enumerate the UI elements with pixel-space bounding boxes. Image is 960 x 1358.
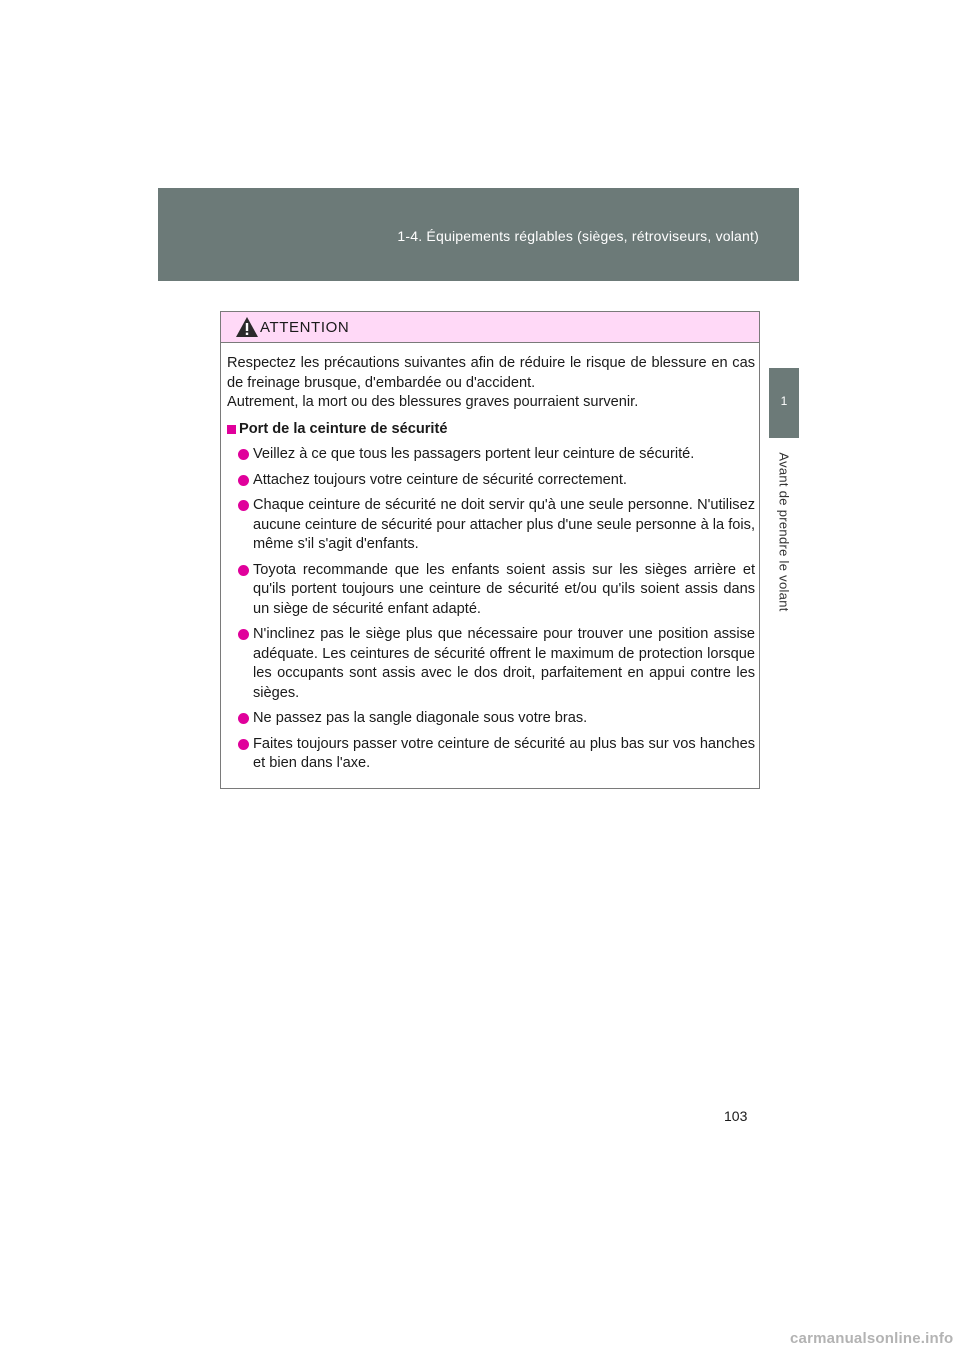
round-bullet-icon bbox=[238, 500, 249, 511]
list-item-text: Chaque ceinture de sécurité ne doit servir qu'à une seule personne. N'utilisez aucune ceinture de sécurité pour attacher plus d'une seule personne à la fois, même s'il s'agit d'enfants. bbox=[253, 497, 755, 552]
list-item-text: Ne passez pas la sangle diagonale sous votre bras. bbox=[253, 710, 588, 726]
round-bullet-icon bbox=[238, 565, 249, 576]
warning-box bbox=[220, 311, 760, 789]
list-item bbox=[227, 561, 755, 620]
watermark-link[interactable]: carmanualsonline.info bbox=[790, 1330, 954, 1347]
chapter-side-label: Avant de prendre le volant bbox=[776, 452, 792, 612]
chapter-title: 1-4. Équipements réglables (sièges, rétroviseurs, volant) bbox=[397, 228, 759, 244]
intro-line: Autrement, la mort ou des blessures graves pourraient survenir. bbox=[227, 394, 639, 410]
list-item bbox=[227, 735, 755, 774]
warning-title: ATTENTION bbox=[260, 319, 350, 336]
list-item-text: Faites toujours passer votre ceinture de sécurité au plus bas sur vos hanches et bien dans l'axe. bbox=[253, 735, 755, 771]
chapter-side-tab bbox=[769, 368, 799, 438]
list-item bbox=[227, 496, 755, 555]
warning-triangle-icon bbox=[235, 316, 259, 338]
square-bullet-icon bbox=[227, 425, 236, 434]
chapter-header-band bbox=[158, 188, 799, 281]
section-heading bbox=[227, 420, 755, 440]
list-item-text: N'inclinez pas le siège plus que nécessaire pour trouver une position assise adéquate. Les ceintures de sécurité offrent le maximum de protection lorsque les occupants sont assis avec le dos droit, parfaitement en appui contre les sièges. bbox=[253, 626, 755, 701]
round-bullet-icon bbox=[238, 475, 249, 486]
list-item-text: Veillez à ce que tous les passagers portent leur ceinture de sécurité. bbox=[253, 446, 695, 462]
chapter-number: 1 bbox=[780, 394, 788, 408]
round-bullet-icon bbox=[238, 449, 249, 460]
warning-header bbox=[221, 312, 759, 343]
list-item bbox=[227, 471, 755, 491]
list-item bbox=[227, 445, 755, 465]
intro-line: Respectez les précautions suivantes afin de réduire le risque de blessure en cas de freinage brusque, d'embardée ou d'accident. bbox=[227, 355, 755, 391]
round-bullet-icon bbox=[238, 713, 249, 724]
page-number: 103 bbox=[724, 1108, 748, 1124]
round-bullet-icon bbox=[238, 739, 249, 750]
warning-intro bbox=[227, 354, 755, 413]
list-item bbox=[227, 625, 755, 703]
warning-body bbox=[221, 343, 759, 774]
list-item-text: Attachez toujours votre ceinture de sécurité correctement. bbox=[253, 471, 627, 488]
round-bullet-icon bbox=[238, 629, 249, 640]
section-heading-text: Port de la ceinture de sécurité bbox=[239, 420, 448, 437]
list-item-text: Toyota recommande que les enfants soient assis sur les sièges arrière et qu'ils portent toujours une ceinture de sécurité et/ou qu'ils soient assis dans un siège de sécurité enfant adapté. bbox=[253, 561, 755, 617]
list-item bbox=[227, 709, 755, 729]
